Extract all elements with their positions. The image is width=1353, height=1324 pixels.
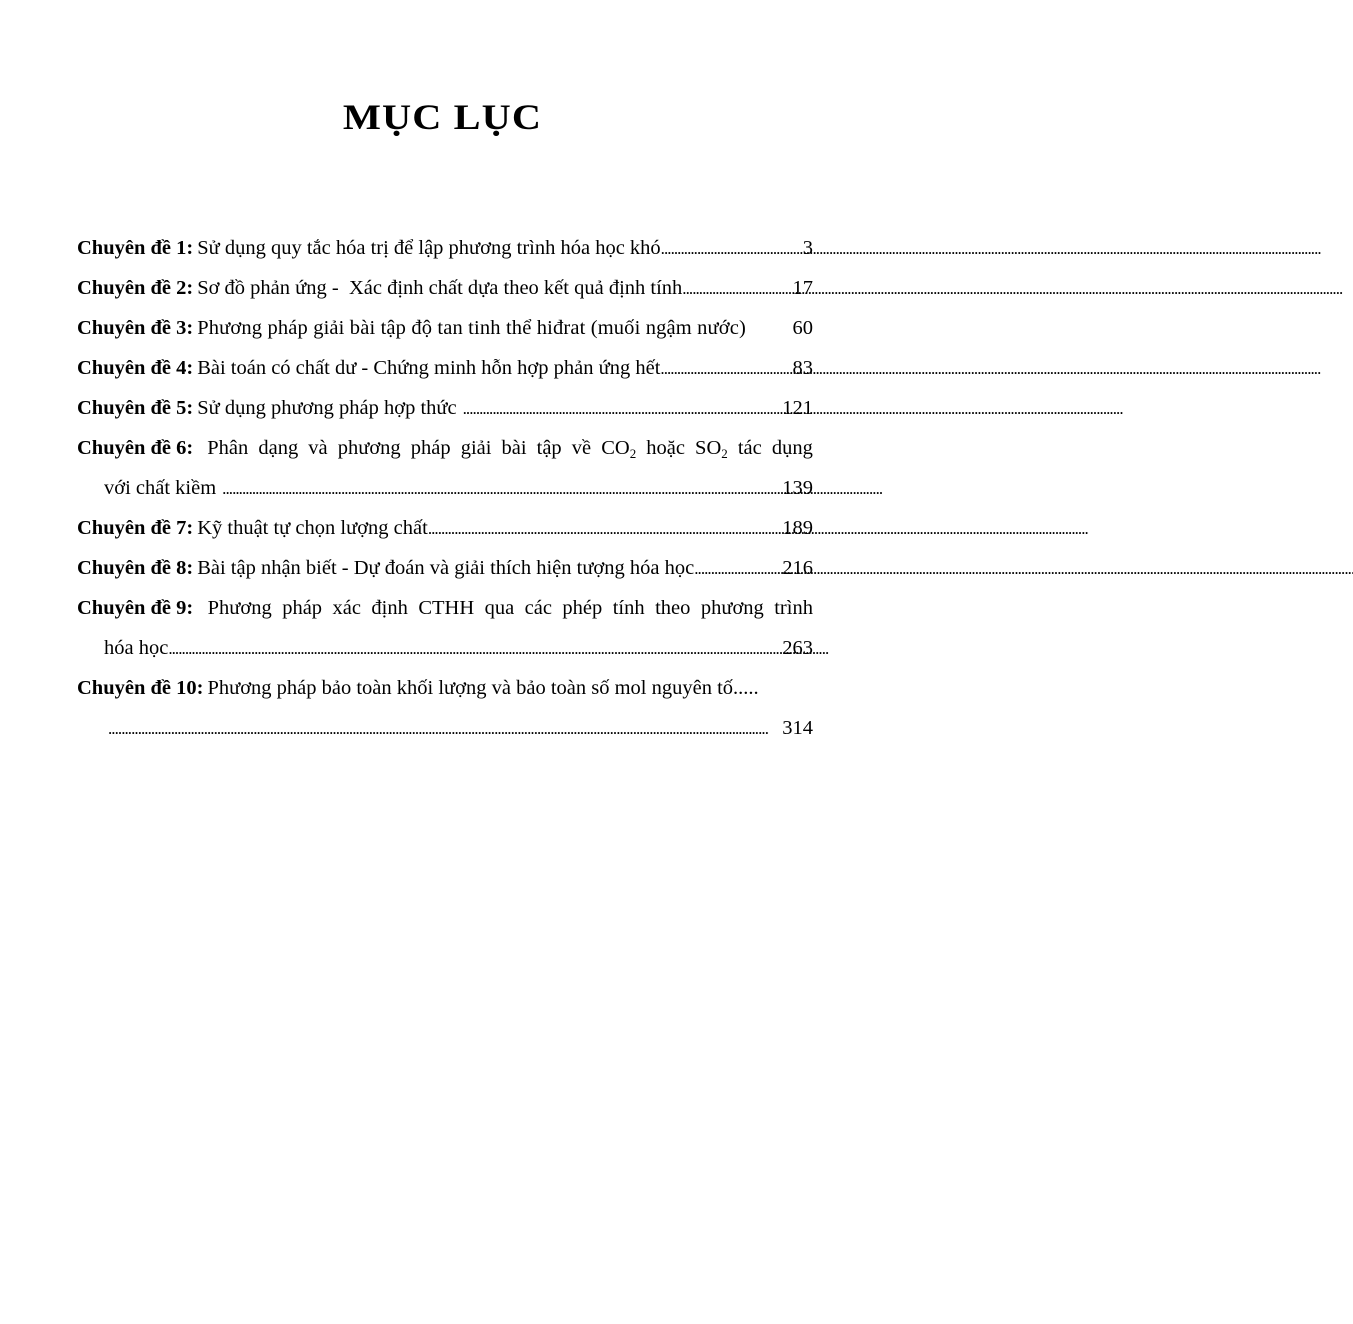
dot-leader — [463, 388, 777, 429]
dot-leader — [661, 228, 797, 269]
toc-entry-label: Chuyên đề 8 — [77, 557, 187, 579]
toc-entry-colon: : — [186, 597, 194, 619]
toc-entry-title: Phương pháp giải bài tập độ tan tinh thể hiđrat (muối ngậm nước) — [197, 317, 747, 339]
title-word: phép — [562, 597, 603, 619]
title-word: hoặc — [646, 437, 685, 459]
toc-entry-label: Chuyên đề 2 — [77, 277, 187, 299]
toc-entry-title-continuation: với chất kiềm — [104, 477, 217, 499]
toc-entry-label: Chuyên đề 6 — [77, 437, 187, 459]
toc-entry-colon: : — [186, 517, 194, 539]
toc-entry-page: 314 — [782, 717, 813, 739]
dot-leader — [682, 268, 786, 309]
title-word: tính — [612, 597, 645, 619]
toc-entry-page: 3 — [802, 237, 813, 259]
title-word: CTHH — [418, 597, 475, 619]
toc-entry-label: Chuyên đề 7 — [77, 517, 187, 539]
page-title: MỤC LỤC — [342, 97, 543, 137]
title-word: dụng — [771, 437, 813, 459]
toc-entry-colon: : — [196, 677, 204, 699]
toc-entry-6[interactable] — [77, 428, 813, 508]
toc-entry-5[interactable] — [77, 388, 813, 428]
chemical-formula-co2: $CO_2$ — [601, 437, 637, 461]
toc-entry-title-line2 — [77, 468, 813, 508]
toc-entry-title: Bài tập nhận biết - Dự đoán và giải thích hiện tượng hóa học — [197, 557, 695, 579]
toc-entry-label: Chuyên đề 5 — [77, 397, 187, 419]
toc-entry-page: 216 — [782, 557, 813, 579]
title-word: phương — [700, 597, 764, 619]
toc-entry-title: Sơ đồ phản ứng - Xác định chất dựa theo kết quả định tính — [197, 277, 683, 299]
title-word: và — [308, 437, 328, 459]
toc-entry-colon: : — [186, 357, 194, 379]
title-word: theo — [655, 597, 691, 619]
title-word: Phương — [207, 597, 272, 619]
toc-entry-colon: : — [186, 277, 194, 299]
title-word: giải — [460, 437, 492, 459]
toc-entry-title-continuation: hóa học — [104, 637, 169, 659]
dot-leader — [108, 708, 776, 749]
title-word: trình — [774, 597, 813, 619]
table-of-contents — [77, 228, 813, 748]
toc-entry-colon: : — [186, 237, 194, 259]
toc-entry-2[interactable] — [77, 268, 813, 308]
title-word: Phân — [207, 437, 249, 459]
toc-entry-label: Chuyên đề 10 — [77, 677, 197, 699]
toc-entry-colon: : — [186, 437, 194, 459]
title-word: tác — [737, 437, 762, 459]
toc-entry-10[interactable] — [77, 668, 813, 748]
toc-entry-title: Sử dụng quy tắc hóa trị để lập phương trình hóa học khó — [197, 237, 661, 259]
title-word: về — [571, 437, 592, 459]
toc-entry-colon: : — [186, 557, 194, 579]
toc-entry-page: 121 — [782, 397, 813, 419]
chemical-formula-so2: $SO_2$ — [695, 437, 728, 461]
title-word: pháp — [410, 437, 451, 459]
toc-entry-colon: : — [186, 397, 194, 419]
toc-entry-4[interactable] — [77, 348, 813, 388]
toc-entry-page: 189 — [782, 517, 813, 539]
toc-entry-title: Phương pháp bảo toàn khối lượng và bảo toàn số mol nguyên tố..... — [207, 677, 759, 699]
title-word: qua — [484, 597, 515, 619]
toc-entry-8[interactable] — [77, 548, 813, 588]
toc-entry-title: Sử dụng phương pháp hợp thức — [197, 397, 457, 419]
toc-entry-colon: : — [186, 317, 194, 339]
title-word: bài — [501, 437, 527, 459]
dot-leader — [694, 548, 776, 589]
toc-entry-leader-line — [77, 708, 813, 748]
toc-entry-page: 60 — [792, 317, 813, 339]
toc-entry-title: Kỹ thuật tự chọn lượng chất — [197, 517, 428, 539]
toc-entry-title-line2 — [77, 628, 813, 668]
title-word: các — [524, 597, 552, 619]
toc-entry-label: Chuyên đề 4 — [77, 357, 187, 379]
title-word: định — [371, 597, 408, 619]
title-word: xác — [332, 597, 361, 619]
toc-entry-title-line1 — [77, 428, 813, 468]
toc-entry-page: 139 — [782, 477, 813, 499]
toc-entry-label: Chuyên đề 3 — [77, 317, 187, 339]
title-word: dạng — [258, 437, 299, 459]
dot-leader — [660, 348, 786, 389]
title-word: phương — [337, 437, 401, 459]
toc-entry-title: Bài toán có chất dư - Chứng minh hỗn hợp phản ứng hết — [197, 357, 661, 379]
toc-entry-9[interactable] — [77, 588, 813, 668]
toc-entry-label: Chuyên đề 1 — [77, 237, 187, 259]
dot-leader — [428, 508, 776, 549]
toc-entry-title-line1 — [77, 588, 813, 628]
title-word: tập — [536, 437, 562, 459]
toc-entry-label: Chuyên đề 9 — [77, 597, 187, 619]
toc-entry-3[interactable] — [77, 308, 813, 348]
title-word: pháp — [282, 597, 323, 619]
toc-entry-page: 17 — [792, 277, 813, 299]
toc-entry-page: 83 — [792, 357, 813, 379]
dot-leader — [222, 468, 776, 509]
dot-leader — [168, 628, 776, 669]
toc-entry-7[interactable] — [77, 508, 813, 548]
toc-entry-page: 263 — [782, 637, 813, 659]
toc-entry-1[interactable] — [77, 228, 813, 268]
